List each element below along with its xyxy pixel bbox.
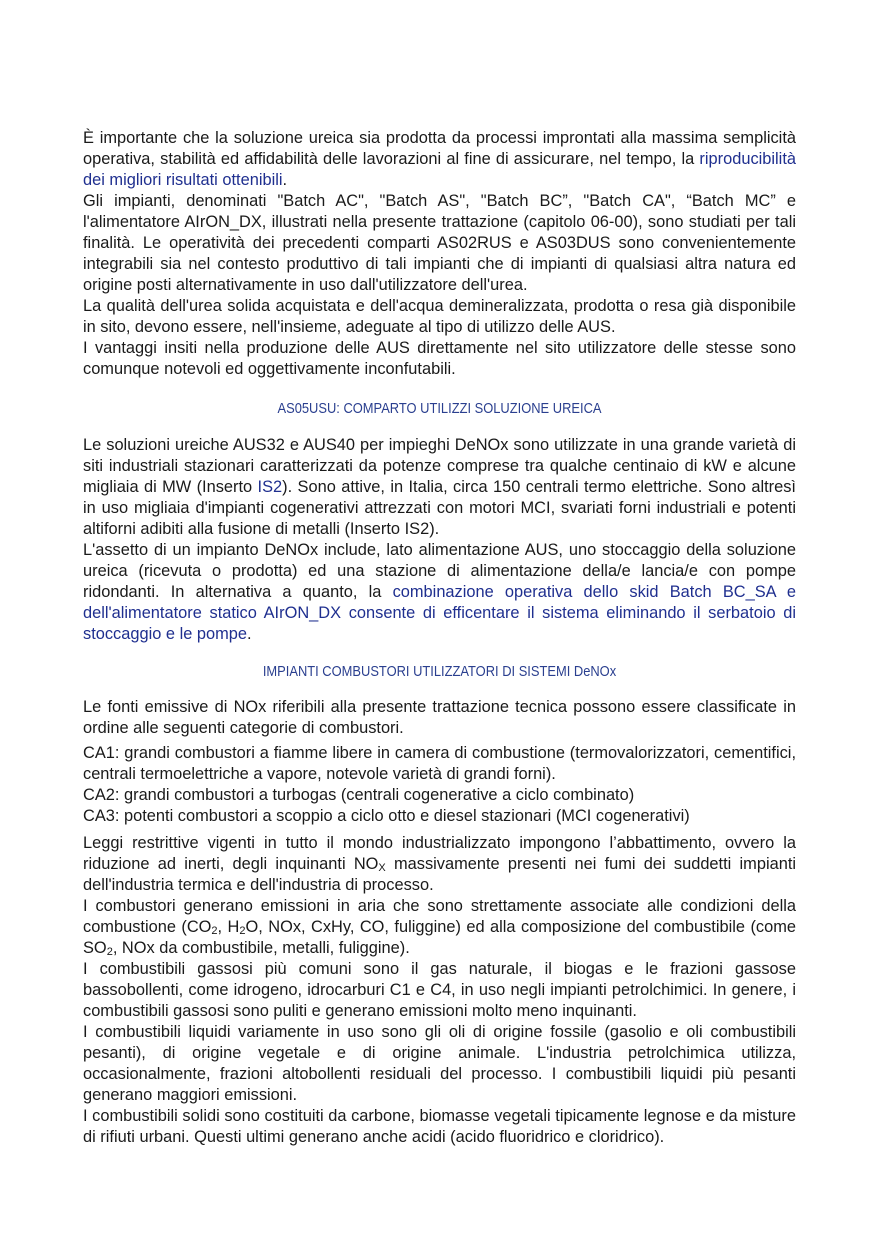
section-heading: IMPIANTI COMBUSTORI UTILIZZATORI DI SISTEMI DeNOx <box>262 663 617 680</box>
paragraph: È importante che la soluzione ureica sia prodotta da processi improntati alla massima semplicità operativa, stabilità ed affidabilità delle lavorazioni al fine di assicurare, nel tempo, la riproducibilità dei migliori risultati ottenibili. <box>83 129 796 189</box>
paragraph: L'assetto di un impianto DeNOx include, lato alimentazione AUS, uno stoccaggio della soluzione ureica (ricevuta o prodotta) ed una stazione di alimentazione della/e lancia/e con pompe ridondanti. In alternativa a quanto, la combinazione operativa dello skid Batch BC_SA e dell'alimentatore statico AIrON_DX consente di efficentare il sistema eliminando il serbatoio di stoccaggio e le pompe. <box>83 541 796 643</box>
paragraph: I combustibili solidi sono costituiti da carbone, biomasse vegetali tipicamente legnose e da misture di rifiuti urbani. Questi ultimi generano anche acidi (acido fluoridrico e cloridrico). <box>83 1107 796 1146</box>
section-heading: AS05USU: COMPARTO UTILIZZI SOLUZIONE UREICA <box>277 400 602 417</box>
paragraph: Leggi restrittive vigenti in tutto il mondo industrializzato impongono l’abbattimento, ovvero la riduzione ad inerti, degli inquinanti $NO_X$ massivamente presenti nei fumi dei suddetti impianti dell'industria termica e dell'industria di processo. <box>83 834 797 894</box>
highlighted-text: riproducibilità dei migliori risultati ottenibili <box>83 150 796 189</box>
paragraph: I combustibili liquidi variamente in uso sono gli oli di origine fossile (gasolio e oli combustibili pesanti), di origine vegetale e di origine animale. L'industria petrolchimica utilizza, occasionalmente, frazioni altobollenti residuali del processo. I combustibili liquidi più pesanti generano maggiori emissioni. <box>83 1023 796 1104</box>
paragraph: I combustori generano emissioni in aria che sono strettamente associate alle condizioni della combustione ($CO_2$, $H_2O$, NOx, CxHy, CO, fuliggine) ed alla composizione del combustibile (come $SO_2$, NOx da combustibile, metalli, fuliggine). <box>83 897 796 958</box>
paragraph: I combustibili gassosi più comuni sono il gas naturale, il biogas e le frazioni gassose bassobollenti, come idrogeno, idrocarburi C1 e C4, in uso negli impianti petrolchimici. In genere, i combustibili gassosi sono puliti e generano emissioni molto meno inquinanti. <box>83 960 796 1020</box>
paragraph: I vantaggi insiti nella produzione delle AUS direttamente nel sito utilizzatore delle stesse sono comunque notevoli ed oggettivamente inconfutabili. <box>83 339 796 378</box>
insert-link: IS2 <box>257 478 283 496</box>
paragraph: Gli impianti, denominati "Batch AC", "Batch AS", "Batch BC”, "Batch CA", “Batch MC” e l'alimentatore AIrON_DX, illustrati nella presente trattazione (capitolo 06-00), sono studiati per tali finalità. Le operatività dei precedenti comparti AS02RUS e AS03DUS sono convenientemente integrabili sia nel contesto produttivo di tali impianti che di impianti di qualsiasi altra natura ed origine posti alternativamente in uso dall'utilizzatore dell'urea. <box>83 192 796 294</box>
document-page <box>83 128 796 1148</box>
paragraph: Le soluzioni ureiche AUS32 e AUS40 per impieghi DeNOx sono utilizzate in una grande varietà di siti industriali stazionari caratterizzati da potenze comprese tra qualche centinaio di kW e alcune migliaia di MW (Inserto IS2). Sono attive, in Italia, circa 150 centrali termo elettriche. Sono altresì in uso migliaia d'impianti cogenerativi attrezzati con motori MCI, svariati forni industriali e potenti altiforni adibiti alla fusione di metalli (Inserto IS2). <box>83 436 796 538</box>
list-item: CA2: grandi combustori a turbogas (centrali cogenerative a ciclo combinato) <box>83 786 635 804</box>
paragraph: Le fonti emissive di NOx riferibili alla presente trattazione tecnica possono essere classificate in ordine alle seguenti categorie di combustori. <box>83 698 796 737</box>
list-item: CA1: grandi combustori a fiamme libere in camera di combustione (termovalorizzatori, cementifici, centrali termoelettriche a vapore, notevole varietà di grandi forni). <box>83 744 796 783</box>
list-item: CA3: potenti combustori a scoppio a ciclo otto e diesel stazionari (MCI cogenerativi) <box>83 807 690 825</box>
paragraph: La qualità dell'urea solida acquistata e dell'acqua demineralizzata, prodotta o resa già disponibile in sito, devono essere, nell'insieme, adeguate al tipo di utilizzo delle AUS. <box>83 297 796 336</box>
highlighted-text: combinazione operativa dello skid Batch BC_SA e dell'alimentatore statico AIrON_DX consente di efficentare il sistema eliminando il serbatoio di stoccaggio e le pompe <box>83 583 796 643</box>
